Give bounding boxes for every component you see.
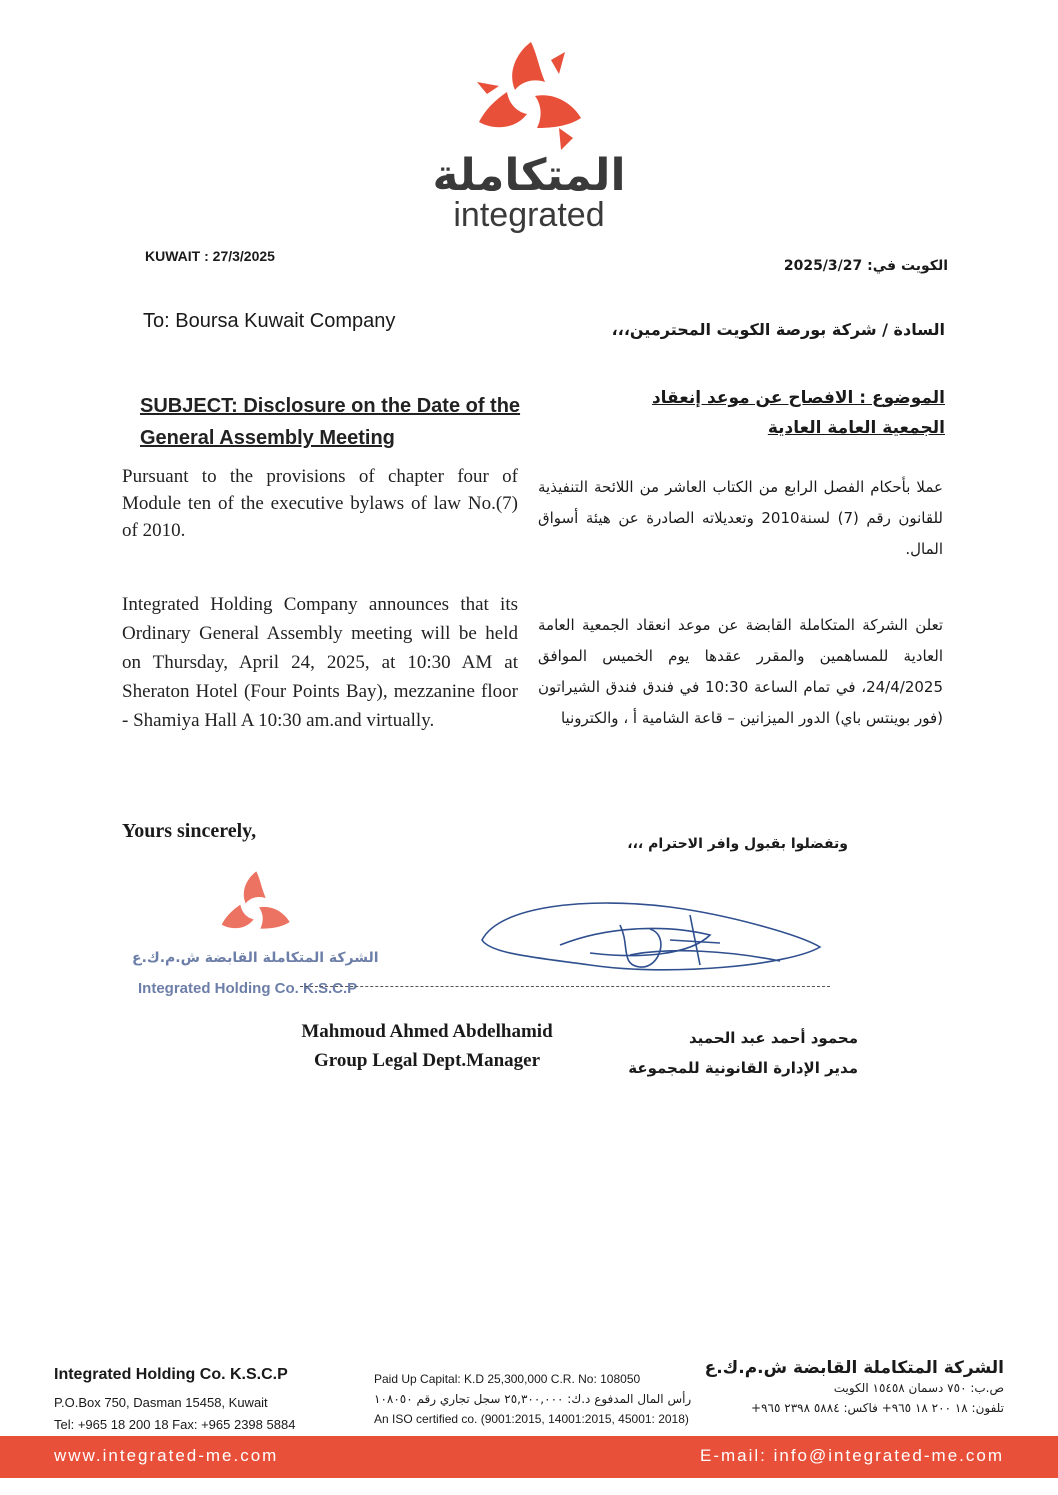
handwritten-signature-icon: [470, 895, 830, 995]
footer-email-link[interactable]: E-mail: info@integrated-me.com: [699, 1446, 1004, 1465]
footer-capital-arabic: رأس المال المدفوع د.ك: ٢٥,٣٠٠,٠٠٠ سجل تجاري رقم ١٠٨٠٥٠: [374, 1392, 692, 1406]
body-paragraph-2-english: Integrated Holding Company announces that its Ordinary General Assembly meeting will be held on Thursday, April 24, 2025, at 10:30 AM at Sheraton Hotel (Four Points Bay), mezzanine floor - Shamiya Hall A 10:30 am.and virtually.: [122, 594, 518, 731]
subject-english: SUBJECT: Disclosure on the Date of the General Assembly Meeting: [140, 395, 521, 449]
logo-wordmark-arabic: المتكاملة: [432, 150, 626, 201]
body-paragraph-2-arabic: تعلن الشركة المتكاملة القابضة عن موعد انعقاد الجمعية العامة العادية للمساهمين والمقرر عقدها يوم الخميس الموافق 24/4/2025، في تمام الساعة 10:30 في فندق فندق الشيراتون (فور بوينتس باي) الدور الميزانين – قاعة الشامية أ ، والكترونيا: [538, 616, 943, 727]
footer-registration: [374, 1369, 691, 1429]
signatory-english: [272, 1017, 582, 1075]
addressee-arabic: السادة / شركة بورصة الكويت المحترمين،،،: [611, 320, 945, 339]
signatory-name-english: Mahmoud Ahmed Abdelhamid: [301, 1021, 553, 1042]
footer-phone-arabic: تلفون: ١٨ ٢٠٠ ١٨ ٩٦٥+ فاكس: ٥٨٨٤ ٢٣٩٨ ٩٦٥+: [751, 1401, 1004, 1415]
logo-wordmark-english: integrated: [453, 196, 605, 234]
body-paragraph-1-arabic: عملا بأحكام الفصل الرابع من الكتاب العاشر من اللائحة التنفيذية للقانون رقم (7) لسنة2010 وتعديلاته الصادرة عن هيئة أسواق المال.: [538, 478, 943, 558]
footer-contact-arabic: [705, 1358, 1004, 1418]
footer-address-arabic: ص.ب: ٧٥٠ دسمان ١٥٤٥٨ الكويت: [833, 1381, 1004, 1395]
footer-contact-english: [54, 1392, 295, 1436]
signatory-name-arabic: محمود أحمد عبد الحميد: [688, 1029, 858, 1047]
stamp-text-arabic: الشركة المتكاملة القابضة ش.م.ك.ع: [132, 950, 379, 966]
closing-arabic: وتفضلوا بقبول وافر الاحترام ،،،: [627, 836, 848, 852]
addressee-english: To: Boursa Kuwait Company: [143, 310, 396, 332]
stamp-logo-icon: [215, 868, 295, 948]
footer-address-english: P.O.Box 750, Dasman 15458, Kuwait: [54, 1395, 268, 1410]
stamp-text-english: Integrated Holding Co. K.S.C.P: [138, 980, 358, 997]
company-logo-mark-icon: [468, 38, 590, 156]
footer-phone-english: Tel: +965 18 200 18 Fax: +965 2398 5884: [54, 1417, 296, 1432]
footer-company-arabic: الشركة المتكاملة القابضة ش.م.ك.ع: [704, 1358, 1004, 1378]
body-paragraph-1-english: Pursuant to the provisions of chapter four of Module ten of the executive bylaws of law No.(7) of 2010.: [122, 466, 518, 541]
signatory-title-english: Group Legal Dept.Manager: [313, 1050, 541, 1071]
closing-english: Yours sincerely,: [122, 820, 257, 842]
signatory-arabic: [628, 1023, 858, 1083]
date-arabic: الكويت في: 2025/3/27: [783, 258, 948, 274]
date-english: KUWAIT : 27/3/2025: [145, 248, 275, 264]
footer-website-link[interactable]: www.integrated-me.com: [54, 1446, 279, 1465]
footer-iso: An ISO certified co. (9001:2015, 14001:2015, 45001: 2018): [374, 1412, 689, 1426]
footer-company-english: Integrated Holding Co. K.S.C.P: [54, 1366, 288, 1383]
subject-arabic: الموضوع : الافصاح عن موعد إنعقاد الجمعية العامة العادية: [651, 388, 945, 438]
signatory-title-arabic: مدير الإدارة القانونية للمجموعة: [628, 1059, 858, 1077]
footer-capital-english: Paid Up Capital: K.D 25,300,000 C.R. No: 108050: [374, 1372, 641, 1386]
